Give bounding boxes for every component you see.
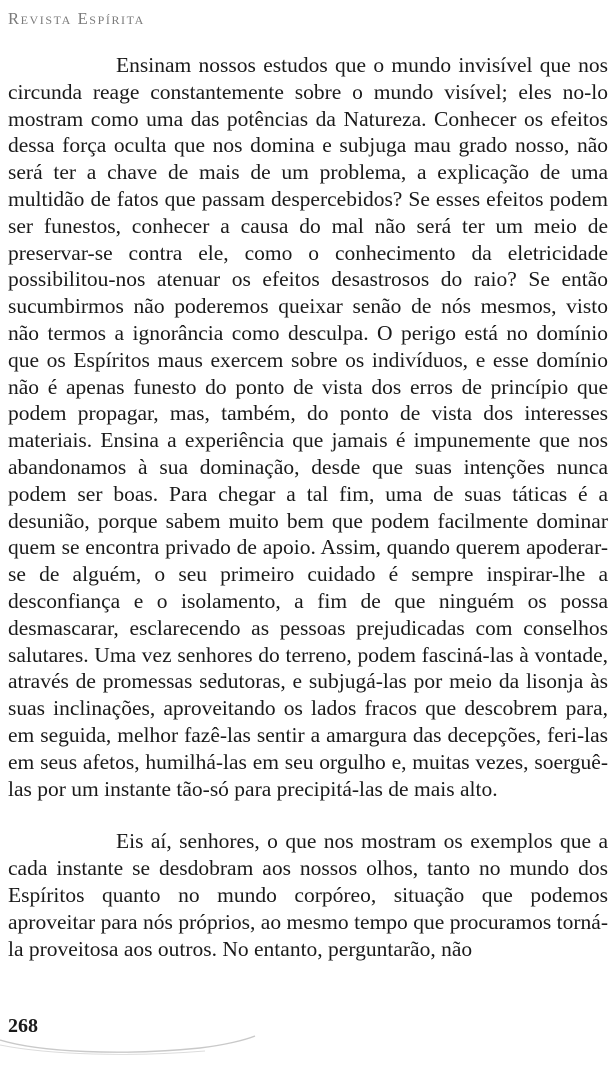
- body-paragraph-1: Ensinam nossos estudos que o mundo invisível que nos circunda reage constantemente sobre o mundo visível; eles no-lo mostram como uma das potências da Natureza. Conhecer os efeitos dessa força oculta que nos domina e subjuga mau grado nosso, não será ter a chave de mais de um problema, a explicação de uma multidão de fatos que passam despercebidos? Se esses efeitos podem ser funestos, conhecer a causa do mal não será ter um meio de preservar-se contra ele, como o conhecimento da eletricidade possibilitou-nos atenuar os efeitos desastrosos do raio? Se então sucumbirmos não poderemos queixar senão de nós mesmos, visto não termos a ignorância como desculpa. O perigo está no domínio que os Espíritos maus exercem sobre os indivíduos, e esse domínio não é apenas funesto do ponto de vista dos erros de princípio que podem propagar, mas, também, do ponto de vista dos interesses materiais. Ensina a experiência que jamais é impunemente que nos abandonamos à sua dominação, desde que suas intenções nunca podem ser boas. Para chegar a tal fim, uma de suas táticas é a desunião, porque sabem muito bem que podem facilmente dominar quem se encontra privado de apoio. Assim, quando querem apoderar-se de alguém, o seu primeiro cuidado é sempre inspirar-lhe a desconfiança e o isolamento, a fim de que ninguém os possa desmascarar, esclarecendo as pessoas prejudicadas com conselhos salutares. Uma vez senhores do terreno, podem fasciná-las à vontade, através de promessas sedutoras, e subjugá-las por meio da lisonja às suas inclinações, aproveitando os lados fracos que descobrem para, em seguida, melhor fazê-las sentir a amargura das decepções, feri-las em seus afetos, humilhá-las em seu orgulho e, muitas vezes, soerguê-las por um instante tão-só para precipitá-las de mais alto.: [8, 53, 608, 801]
- body-paragraph-2: Eis aí, senhores, o que nos mostram os exemplos que a cada instante se desdobram aos nossos olhos, tanto no mundo dos Espíritos quanto no mundo corpóreo, situação que podemos aproveitar para nós próprios, ao mesmo tempo que procuramos torná-la proveitosa aos outros. No entanto, perguntarão, não: [8, 829, 608, 961]
- page-number: 268: [8, 1015, 38, 1037]
- page-body-text: [8, 52, 608, 962]
- page-number-swoosh-ornament: [0, 1010, 260, 1056]
- running-header: Revista Espírita: [8, 9, 145, 28]
